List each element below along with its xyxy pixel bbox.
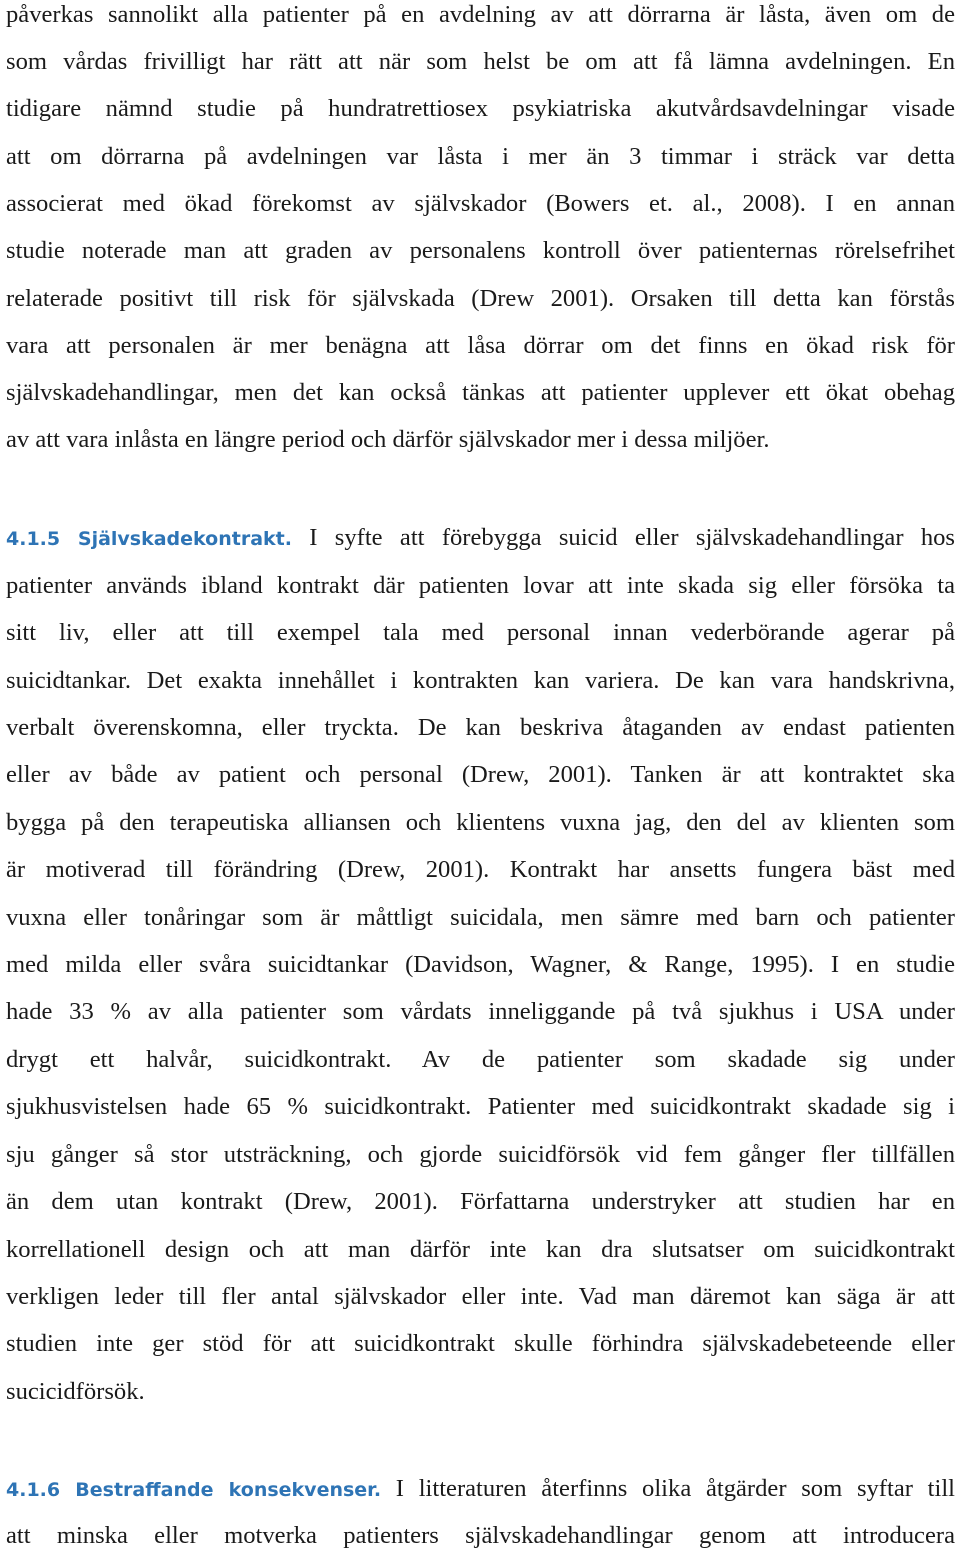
text-line: självskadehandlingar, men det kan också tänkas att patienter upplever ett ökat obehag <box>6 379 955 406</box>
text-line: vara att personalen är mer benägna att låsa dörrar om det finns en ökad risk för <box>6 332 955 359</box>
text-line: av att vara inlåsta en längre period och därför självskador mer i dessa miljöer. <box>6 426 770 453</box>
text-line: patienter används ibland kontrakt där patienten lovar att inte skada sig eller försöka ta <box>6 572 955 599</box>
text-line: än dem utan kontrakt (Drew, 2001). Författarna understryker att studien har en <box>6 1188 955 1215</box>
text-line: med milda eller svåra suicidtankar (Davidson, Wagner, & Range, 1995). I en studie <box>6 951 955 978</box>
text-line: som vårdas frivilligt har rätt att när som helst be om att få lämna avdelningen. En <box>6 48 955 75</box>
text-line <box>6 1469 955 1509</box>
text-line <box>6 518 955 558</box>
text-line: relaterade positivt till risk för självskada (Drew 2001). Orsaken till detta kan förstås <box>6 285 955 312</box>
text-line: bygga på den terapeutiska alliansen och klientens vuxna jag, den del av klienten som <box>6 809 955 836</box>
text-line: associerat med ökad förekomst av självskador (Bowers et. al., 2008). I en annan <box>6 190 955 217</box>
text-line: studie noterade man att graden av personalens kontroll över patienternas rörelsefrihet <box>6 237 955 264</box>
text-line: sjukhusvistelsen hade 65 % suicidkontrakt. Patienter med suicidkontrakt skadade sig i <box>6 1093 955 1120</box>
text-line: påverkas sannolikt alla patienter på en avdelning av att dörrarna är låsta, även om de <box>6 1 955 28</box>
text-line: sucicidförsök. <box>6 1378 145 1405</box>
text-line: sitt liv, eller att till exempel tala med personal innan vederbörande agerar på <box>6 619 955 646</box>
section-heading: 4.1.6 Bestraffande konsekvenser. <box>6 1479 382 1501</box>
text-line: verbalt överenskomna, eller tryckta. De kan beskriva åtaganden av endast patienten <box>6 714 955 741</box>
text-line: korrellationell design och att man därför inte kan dra slutsatser om suicidkontrakt <box>6 1236 955 1263</box>
text-line: studien inte ger stöd för att suicidkontrakt skulle förhindra självskadebeteende eller <box>6 1330 955 1357</box>
text-line: att om dörrarna på avdelningen var låsta i mer än 3 timmar i sträck var detta <box>6 143 955 170</box>
text-line: suicidtankar. Det exakta innehållet i kontrakten kan variera. De kan vara handskrivna, <box>6 667 955 694</box>
text-fragment: I syfte att förebygga suicid eller självskadehandlingar hos <box>291 524 955 551</box>
text-fragment: I litteraturen återfinns olika åtgärder som syftar till <box>381 1475 955 1502</box>
text-line: är motiverad till förändring (Drew, 2001). Kontrakt har ansetts fungera bäst med <box>6 856 955 883</box>
text-line: att minska eller motverka patienters självskadehandlingar genom att introducera <box>6 1522 955 1549</box>
section-heading: 4.1.5 Självskadekontrakt. <box>6 528 292 550</box>
text-line: verkligen leder till fler antal självskador eller inte. Vad man däremot kan säga är att <box>6 1283 955 1310</box>
text-line: hade 33 % av alla patienter som vårdats inneliggande på två sjukhus i USA under <box>6 998 955 1025</box>
text-line: sju gånger så stor utsträckning, och gjorde suicidförsök vid fem gånger fler tillfällen <box>6 1141 955 1168</box>
text-line: vuxna eller tonåringar som är måttligt suicidala, men sämre med barn och patienter <box>6 904 955 931</box>
text-line: eller av både av patient och personal (Drew, 2001). Tanken är att kontraktet ska <box>6 761 955 788</box>
text-line: drygt ett halvår, suicidkontrakt. Av de patienter som skadade sig under <box>6 1046 955 1073</box>
text-line: tidigare nämnd studie på hundratrettiosex psykiatriska akutvårdsavdelningar visade <box>6 95 955 122</box>
